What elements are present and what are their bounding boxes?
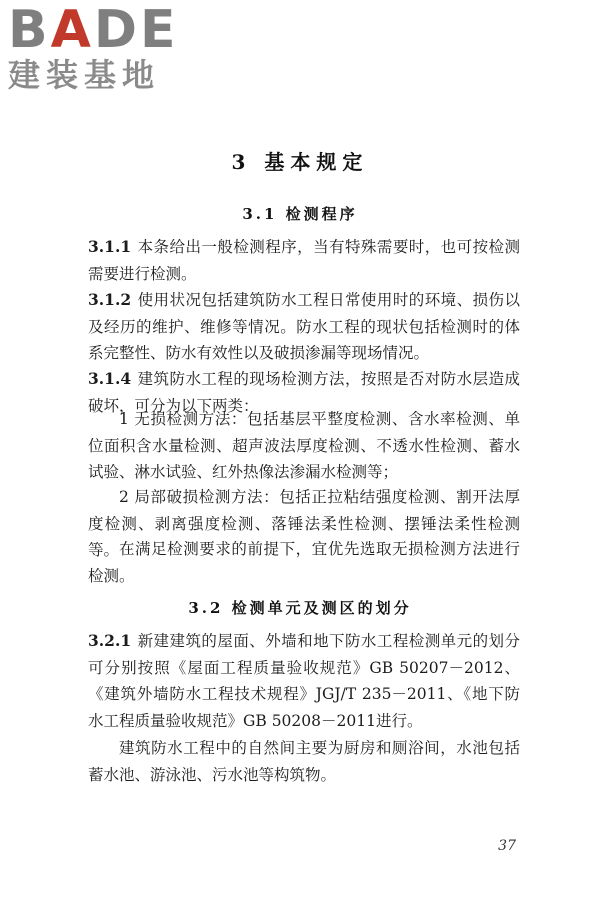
logo <box>8 0 179 94</box>
list-item-partial-destructive: 2 局部破损检测方法：包括正拉粘结强度检测、割开法厚度检测、剥离强度检测、落锤法柔性检测、摆锤法柔性检测等。 <box>88 488 520 559</box>
paragraph-text: 使用状况包括建筑防水工程日常使用时的环境、损伤以及经历的维护、维修等情况。防水工程的现状包括检测时的体系完整性、防水有效性以及破损渗漏等现场情况。 <box>88 291 520 362</box>
paragraph-text: 本条给出一般检测程序，当有特殊需要时，也可按检测需要进行检测。 <box>88 238 520 283</box>
clause-number: 3.2.1 <box>88 631 132 650</box>
paragraph-method-preference: 在满足检测要求的前提下，宜优先选取无损检测方法进行检测。 <box>88 540 520 585</box>
paragraph-text: 新建建筑的屋面、外墙和地下防水工程检测单元的划分可分别按照《屋面工程质量验收规范》GB 50207－2012、《建筑外墙防水工程技术规程》JGJ/T 235－2011、《地下防水工程质量验收规范》GB 50208－2011进行。 <box>88 632 520 730</box>
clause-number: 3.1.2 <box>88 290 132 309</box>
clause-number: 3.1.1 <box>88 237 132 256</box>
page-number: 37 <box>498 838 516 854</box>
chapter-title: 3 基本规定 <box>231 150 369 174</box>
clause-number: 3.1.4 <box>88 369 132 388</box>
section-title-3-1: 3.1 检测程序 <box>242 205 358 223</box>
section-title-3-2: 3.2 检测单元及测区的划分 <box>188 599 412 617</box>
logo-accent-letter: A <box>50 0 94 60</box>
paragraph-3-1-2 <box>88 287 520 367</box>
logo-subtitle: 建装基地 <box>8 56 161 94</box>
logo-wordmark: BADE <box>8 0 179 60</box>
paragraph-3-1-1 <box>88 234 520 287</box>
paragraph-text: 建筑防水工程的现场检测方法，按照是否对防水层造成破坏，可分为以下两类： <box>88 370 520 415</box>
list-item-nondestructive: 1 无损检测方法：包括基层平整度检测、含水率检测、单位面积含水量检测、超声波法厚度检测、不透水性检测、蓄水试验、淋水试验、红外热像法渗漏水检测等； <box>88 410 520 481</box>
paragraph-3-2-1 <box>88 628 520 734</box>
paragraph-natural-rooms: 建筑防水工程中的自然间主要为厨房和厕浴间，水池包括蓄水池、游泳池、污水池等构筑物。 <box>88 739 520 784</box>
